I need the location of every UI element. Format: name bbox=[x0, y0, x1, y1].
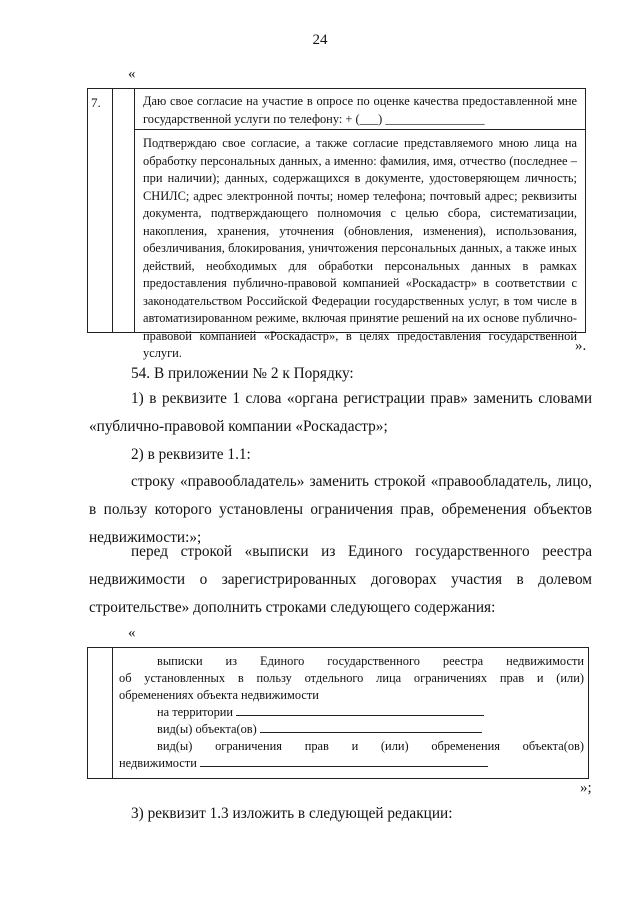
open-quote-2: « bbox=[128, 625, 136, 641]
checkbox-cell bbox=[88, 648, 113, 778]
restriction-line: вид(ы) ограничения прав и (или) обременения объекта(ов) bbox=[157, 739, 584, 753]
object-type-row bbox=[119, 721, 584, 738]
consent-table bbox=[87, 88, 586, 360]
restriction-field[interactable] bbox=[200, 755, 488, 767]
consent-text-cell bbox=[135, 89, 585, 360]
restriction-line-end: недвижимости bbox=[119, 756, 197, 770]
territory-row bbox=[119, 704, 584, 721]
restriction-row bbox=[119, 755, 584, 772]
object-type-label: вид(ы) объекта(ов) bbox=[157, 722, 257, 736]
territory-label: на территории bbox=[157, 705, 234, 719]
item-2-title: 2) в реквизите 1.1: bbox=[131, 446, 251, 463]
row-divider bbox=[135, 129, 585, 130]
item-2-text-1: строку «правообладатель» заменить строкой «правообладатель, лицо, в пользу которого установлены ограничения прав, обременения объектов недвижимости:»; bbox=[89, 473, 592, 546]
open-quote: « bbox=[128, 66, 136, 82]
section-heading: 54. В приложении № 2 к Порядку: bbox=[131, 365, 354, 382]
extract-table bbox=[87, 647, 589, 779]
item-1-text: 1) в реквизите 1 слова «органа регистрации прав» заменить словами «публично-правовой компании «Роскадастр»; bbox=[89, 390, 592, 435]
object-type-field[interactable] bbox=[260, 721, 482, 733]
close-quote-2: »; bbox=[580, 780, 592, 796]
survey-consent-text: Даю свое согласие на участие в опросе по оценке качества предоставленной мне государственной услуги по телефону: + (___) ________________ bbox=[143, 94, 577, 126]
extract-text-cell bbox=[113, 648, 588, 778]
extract-line-1: выписки из Единого государственного реестра недвижимости bbox=[157, 654, 584, 668]
item-2-text-2: перед строкой «выписки из Единого государственного реестра недвижимости о зарегистрированных договорах участия в долевом строительстве» дополнить строками следующего содержания: bbox=[89, 543, 592, 616]
row-number: 7. bbox=[91, 95, 101, 110]
close-quote-1: ». bbox=[575, 338, 587, 354]
item-3-text: 3) реквизит 1.3 изложить в следующей редакции: bbox=[131, 805, 453, 822]
personal-data-consent-text: Подтверждаю свое согласие, а также согласие представляемого мною лица на обработку персональных данных, а именно: фамилия, имя, отчество (последнее – при наличии); данных, содержащихся в документе, удостоверяющем личность; СНИЛС; адрес электронной почты; номер телефона; почтовый адрес; реквизиты документа, подтверждающего полномочия с целью сбора, систематизации, накопления, хранения, уточнения (обновления, изменения), использования, обезличивания, блокирования, уничтожения персональных данных, а также иных действий, необходимых для обработки персональных данных в рамках предоставления публично-правовой компанией «Роскадастр» в соответствии с законодательством Российской Федерации государственных услуг, в том числе в автоматизированном режиме, включая принятие решений на их основе публично-правовой компанией «Роскадастр», в целях предоставления государственной услуги. bbox=[143, 136, 577, 360]
extract-line-2: об установленных в пользу отдельного лица ограничениях прав и (или) bbox=[119, 671, 584, 685]
page-number: 24 bbox=[312, 32, 328, 48]
row-number-cell bbox=[88, 89, 113, 332]
checkbox-cell bbox=[113, 89, 135, 332]
extract-line-3: обременениях объекта недвижимости bbox=[119, 688, 319, 702]
territory-field[interactable] bbox=[236, 704, 484, 716]
